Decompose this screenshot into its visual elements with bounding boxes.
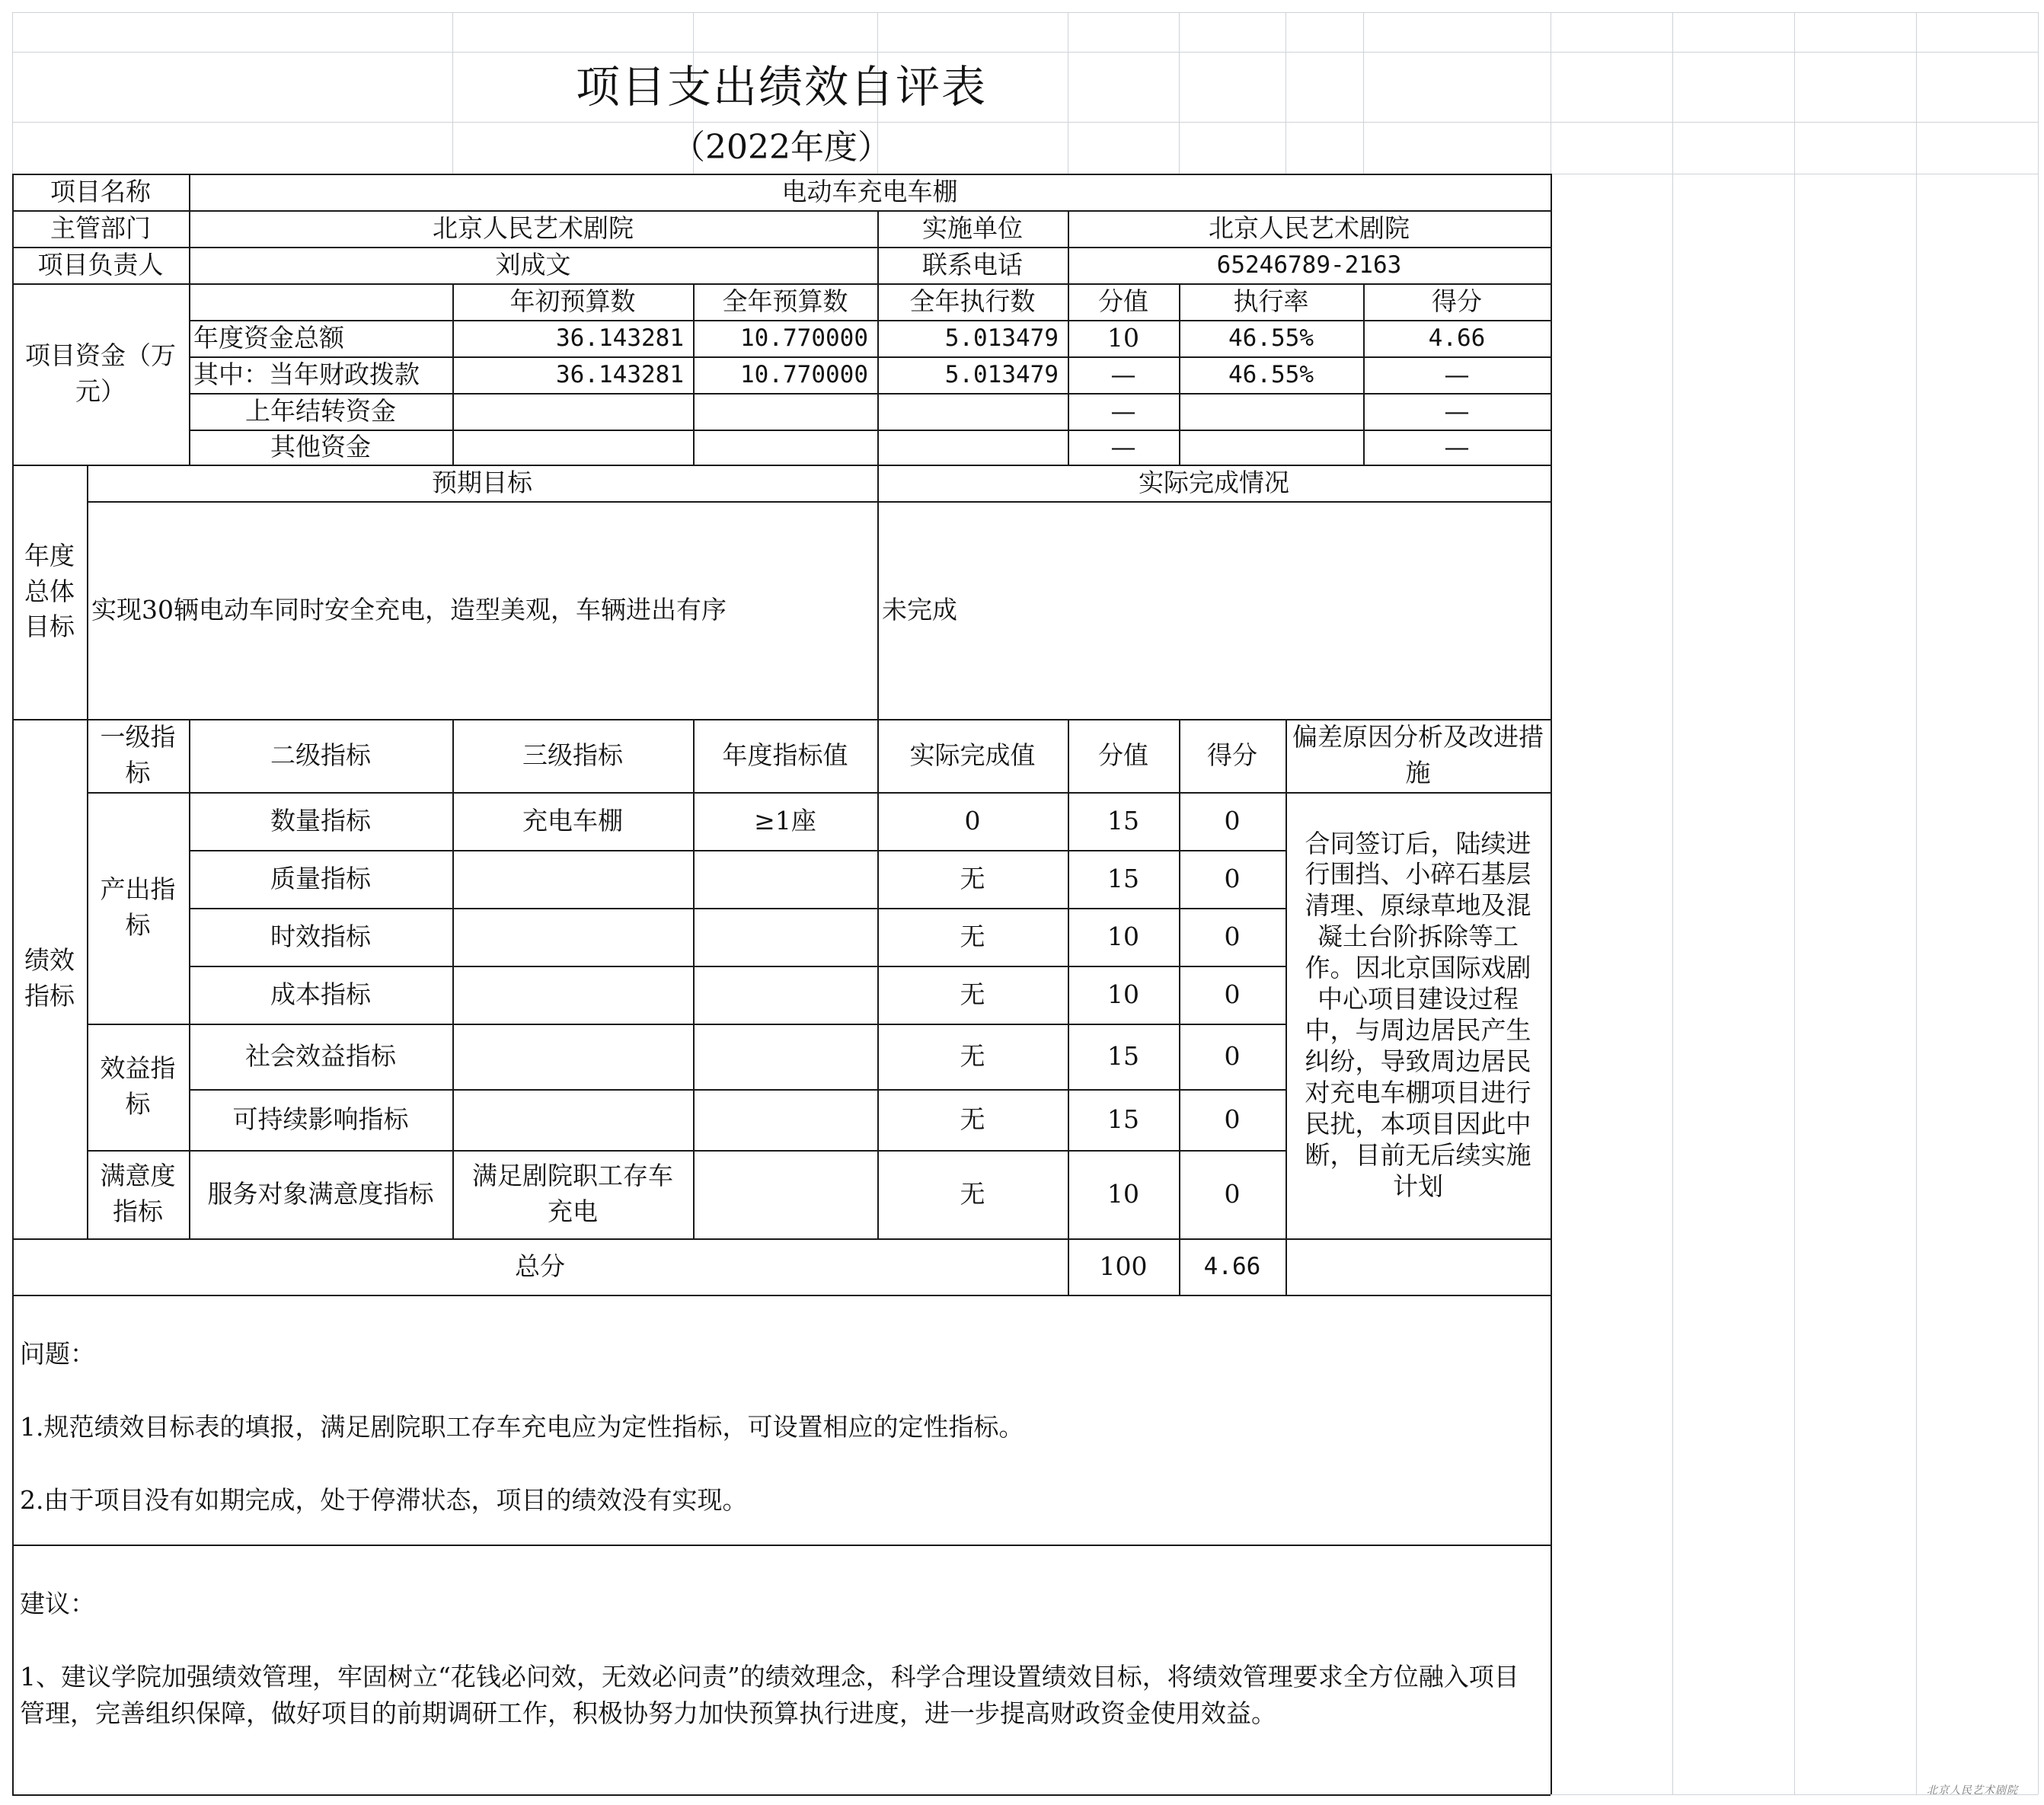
indicator-score[interactable]: 0 [1224,1040,1241,1071]
indicator-group-label: 满意度指标 [100,1161,176,1226]
indicator-level3[interactable] [452,850,693,908]
dept-label: 主管部门 [50,212,151,243]
level3-header: 三级指标 [522,740,623,770]
indicator-actual[interactable]: 无 [960,863,985,893]
table-rule [1916,12,1917,1794]
indicator-level2: 社会效益指标 [245,1040,396,1071]
watermark-stamp: 北京人民艺术剧院 [1927,1784,2018,1797]
indicator-level3[interactable] [452,1089,693,1150]
leader-value[interactable]: 刘成文 [495,249,571,280]
table-rule [1672,12,1673,1794]
indicator-actual[interactable]: 无 [960,1104,985,1134]
indicator-level3[interactable]: 充电车棚 [522,805,623,835]
funds-row-score-value[interactable]: — [1110,359,1136,389]
total-score-value[interactable]: 100 [1099,1251,1148,1281]
score-value-header: 分值 [1098,740,1148,770]
indicator-score-value[interactable]: 10 [1107,979,1139,1009]
table-rule [12,1794,1551,1796]
funds-row-name: 其中：当年财政拨款 [193,359,420,389]
indicator-score[interactable]: 0 [1224,921,1241,951]
table-rule [1551,174,1552,1794]
suggestion-item: 1、建议学院加强绩效管理，牢固树立“花钱必问效，无效必问责”的绩效理念，科学合理设置绩效目标，将绩效管理要求全方位融入项目管理，完善组织保障，做好项目的前期调研工作，积极协努力加快预算执行进度，进一步提高财政资金使用效益。 [20,1662,1519,1728]
indicator-score-value[interactable]: 15 [1107,805,1139,835]
funds-row-score-value[interactable]: — [1110,395,1136,426]
level2-header: 二级指标 [270,740,371,770]
indicator-score-value[interactable]: 15 [1107,1104,1139,1134]
indicator-target[interactable] [693,850,877,908]
indicator-actual[interactable]: 无 [960,1040,985,1071]
funds-row-rate[interactable]: 46.55% [1228,360,1314,388]
funds-row-initial[interactable]: 36.143281 [556,360,684,388]
table-rule [12,12,2038,13]
annual-goal-label: 年度总体目标 [24,540,75,642]
project-name-label: 项目名称 [50,176,151,206]
funds-row-score-value[interactable]: — [1110,431,1136,462]
indicators-label: 绩效指标 [24,945,75,1011]
indicator-level2: 质量指标 [270,863,371,893]
funds-header-annual: 全年预算数 [722,286,848,316]
funds-header-rate: 执行率 [1233,286,1309,316]
impl-unit-label: 实施单位 [922,212,1023,243]
indicator-target[interactable] [693,966,877,1024]
indicator-score[interactable]: 0 [1224,1104,1241,1134]
indicator-level3[interactable] [452,966,693,1024]
funds-header-score: 得分 [1432,286,1482,316]
funds-row-rate[interactable] [1179,393,1363,430]
table-rule [2038,12,2039,1794]
funds-row-annual[interactable]: 10.770000 [740,324,868,352]
indicator-level2: 成本指标 [270,979,371,1009]
funds-header-initial: 年初预算数 [509,286,636,316]
funds-row-rate[interactable]: 46.55% [1228,324,1314,352]
page-title: 项目支出绩效自评表 [575,60,987,113]
funds-row-score[interactable]: — [1444,431,1470,462]
indicator-score[interactable]: 0 [1224,805,1241,835]
indicator-target[interactable] [693,1089,877,1150]
funds-row-score[interactable]: 4.66 [1428,324,1486,352]
phone-value[interactable]: 65246789-2163 [1216,251,1402,279]
project-name-value[interactable]: 电动车充电车棚 [781,176,958,206]
funds-row-annual[interactable] [693,430,877,465]
suggestions-title: 建议： [20,1589,95,1618]
indicator-level2: 数量指标 [270,805,371,835]
expected-goal-text[interactable]: 实现30辆电动车同时安全充电，造型美观，车辆进出有序 [91,594,727,625]
funds-row-score[interactable]: — [1444,359,1470,389]
funds-row-name: 其他资金 [270,431,371,462]
funds-row-score-value[interactable]: 10 [1107,322,1139,353]
indicator-group-label: 效益指标 [100,1053,176,1119]
indicator-level3[interactable] [452,1024,693,1089]
funds-row-executed[interactable]: 5.013479 [944,360,1059,388]
indicator-score-value[interactable]: 10 [1107,1178,1139,1209]
indicator-actual[interactable]: 无 [960,1178,985,1209]
impl-unit-value[interactable]: 北京人民艺术剧院 [1209,212,1410,243]
funds-row-executed[interactable] [877,393,1068,430]
funds-row-rate[interactable] [1179,430,1363,465]
funds-row-name: 上年结转资金 [245,395,396,426]
indicator-target[interactable] [693,908,877,966]
indicator-group-label: 产出指标 [100,874,176,940]
indicator-target[interactable] [693,1150,877,1238]
funds-row-initial[interactable] [452,430,693,465]
funds-row-executed[interactable]: 5.013479 [944,324,1059,352]
expected-goal-header: 预期目标 [432,467,532,497]
funds-header-score-value: 分值 [1098,286,1148,316]
indicator-actual[interactable]: 0 [964,805,981,835]
indicator-actual[interactable]: 无 [960,921,985,951]
fiscal-year: （2022年度） [672,127,891,167]
indicator-actual[interactable]: 无 [960,979,985,1009]
funds-row-initial[interactable]: 36.143281 [556,324,684,352]
dept-value[interactable]: 北京人民艺术剧院 [433,212,634,243]
deviation-reason-header: 偏差原因分析及改进措施 [1292,722,1544,787]
actual-status-header: 实际完成情况 [1139,467,1289,497]
indicator-target[interactable]: ≥1座 [754,805,816,835]
indicator-score[interactable]: 0 [1224,979,1241,1009]
actual-value-header: 实际完成值 [909,740,1036,770]
issue-item: 1.规范绩效目标表的填报，满足剧院职工存车充电应为定性指标，可设置相应的定性指标。 [20,1412,1024,1442]
funds-row-annual[interactable] [693,393,877,430]
indicator-score-value[interactable]: 15 [1107,863,1139,893]
level1-header: 一级指标 [100,722,176,787]
total-score[interactable]: 4.66 [1203,1252,1261,1280]
deviation-reason-text[interactable]: 合同签订后，陆续进行围挡、小碎石基层清理、原绿草地及混凝土台阶拆除等工作。因北京国际戏剧中心项目建设过程中，与周边居民产生纠纷，导致周边居民对充电车棚项目进行民扰，本项目因此中断，目前无后续实施计划 [1305,828,1531,1201]
issues-title: 问题： [20,1339,95,1369]
indicator-score[interactable]: 0 [1224,863,1241,893]
funds-row-name: 年度资金总额 [193,322,344,353]
phone-label: 联系电话 [922,249,1023,280]
funds-row-score[interactable]: — [1444,395,1470,426]
total-label: 总分 [515,1251,565,1281]
table-rule [1794,12,1795,1794]
funds-row-executed[interactable] [877,430,1068,465]
issues-section[interactable] [12,1296,1551,1545]
indicator-score[interactable]: 0 [1224,1178,1241,1209]
score-header: 得分 [1207,740,1257,770]
actual-status-text[interactable]: 未完成 [882,594,957,625]
issue-item: 2.由于项目没有如期完成，处于停滞状态，项目的绩效没有实现。 [20,1485,748,1515]
suggestions-section[interactable] [12,1546,1551,1794]
funds-label: 项目资金（万元） [25,340,176,406]
indicator-score-value[interactable]: 10 [1107,921,1139,951]
indicator-score-value[interactable]: 15 [1107,1040,1139,1071]
indicator-target[interactable] [693,1024,877,1089]
funds-row-initial[interactable] [452,393,693,430]
indicator-level2: 可持续影响指标 [232,1104,409,1134]
indicator-level3[interactable]: 满足剧院职工存车充电 [472,1161,673,1226]
funds-header-executed: 全年执行数 [909,286,1036,316]
indicator-level3[interactable] [452,908,693,966]
indicator-level2: 服务对象满意度指标 [207,1178,434,1209]
funds-row-annual[interactable]: 10.770000 [740,360,868,388]
target-header: 年度指标值 [722,740,848,770]
indicator-level2: 时效指标 [270,921,371,951]
leader-label: 项目负责人 [37,249,164,280]
